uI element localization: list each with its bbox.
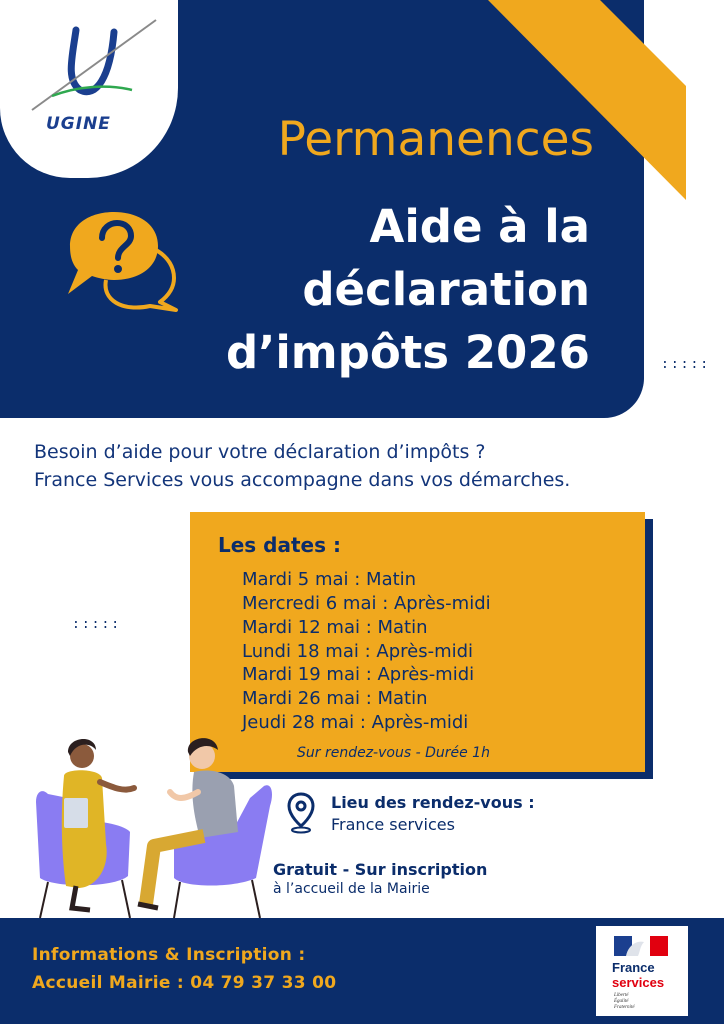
- ugine-logo-mark: [28, 18, 158, 118]
- motto-line: Liberté: [614, 993, 629, 998]
- kicker-title: Permanences: [277, 112, 594, 167]
- registration-subtitle: à l’accueil de la Mairie: [273, 881, 430, 897]
- contact-phone: Accueil Mairie : 04 79 37 33 00: [32, 973, 337, 993]
- location-pin-icon: [286, 792, 316, 834]
- main-title-line-3: d’impôts 2026: [226, 326, 590, 379]
- main-title-line-2: déclaration: [302, 263, 590, 316]
- appointment-note: Sur rendez-vous - Durée 1h: [297, 745, 490, 761]
- main-title-line-1: Aide à la: [369, 200, 590, 253]
- date-item: Mercredi 6 mai : Après-midi: [242, 593, 491, 614]
- motto-line: Fraternité: [614, 1005, 635, 1010]
- registration-title: Gratuit - Sur inscription: [273, 860, 488, 879]
- date-item: Jeudi 28 mai : Après-midi: [242, 712, 469, 733]
- info-title: Informations & Inscription :: [32, 945, 306, 965]
- date-item: Mardi 19 mai : Après-midi: [242, 664, 475, 685]
- date-item: Mardi 26 mai : Matin: [242, 688, 428, 709]
- consultation-illustration: [34, 728, 274, 920]
- logo-text: UGINE: [46, 114, 111, 134]
- dates-title: Les dates :: [218, 533, 341, 557]
- dots-decoration: :::::: [72, 617, 122, 632]
- date-item: Lundi 18 mai : Après-midi: [242, 641, 474, 662]
- marianne-flag-icon: [614, 934, 668, 958]
- partner-name-line-1: France: [612, 960, 655, 975]
- date-item: Mardi 5 mai : Matin: [242, 569, 417, 590]
- motto-line: Égalité: [614, 999, 629, 1004]
- intro-line-1: Besoin d’aide pour votre déclaration d’impôts ?: [34, 441, 486, 463]
- logo-badge: [0, 0, 178, 178]
- dots-decoration: :::::: [661, 357, 711, 372]
- partner-name-line-2: services: [612, 975, 665, 990]
- location-title: Lieu des rendez-vous :: [331, 793, 535, 812]
- question-bubble-icon: [62, 210, 182, 315]
- location-value: France services: [331, 815, 455, 834]
- date-item: Mardi 12 mai : Matin: [242, 617, 428, 638]
- intro-line-2: France Services vous accompagne dans vos démarches.: [34, 469, 571, 491]
